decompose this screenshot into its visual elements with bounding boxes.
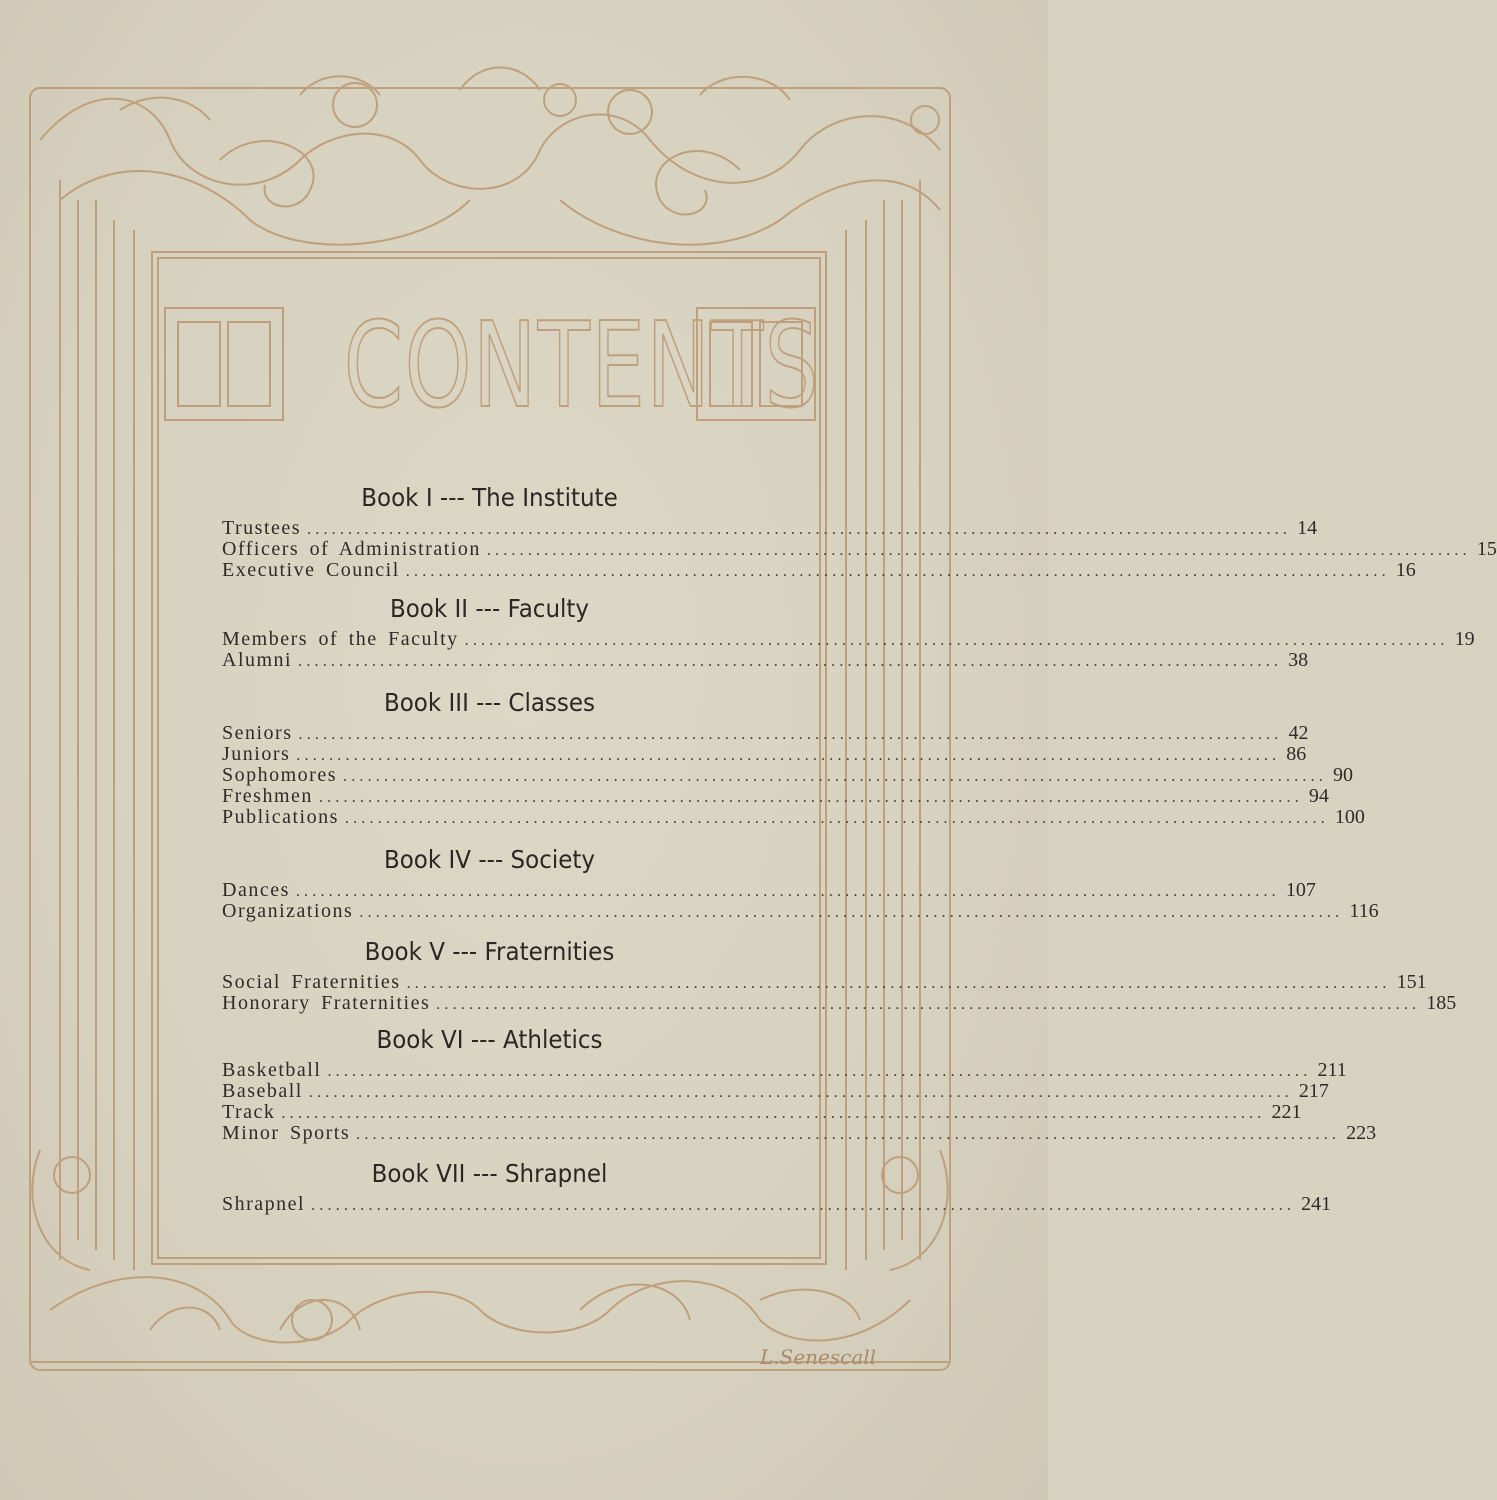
toc-entry	[222, 743, 1307, 765]
toc-entry	[222, 1101, 1302, 1123]
entry-label: Juniors	[222, 743, 291, 765]
entry-label: Social Fraternities	[222, 971, 401, 993]
entry-page-number: 90	[1333, 764, 1353, 786]
entry-page-number: 42	[1288, 722, 1309, 744]
entry-label: Track	[222, 1101, 276, 1123]
entry-page-number: 116	[1349, 900, 1379, 922]
entry-page-number: 94	[1308, 785, 1329, 807]
toc-entry	[222, 628, 1475, 650]
toc-entry	[222, 559, 1416, 581]
toc-entry	[222, 1080, 1329, 1102]
dot-leader: ........................................................................................................................	[307, 521, 1292, 538]
book-section	[222, 932, 1457, 1014]
entry-page-number: 217	[1298, 1080, 1329, 1102]
page-title: CONTENTS	[343, 296, 821, 434]
dot-leader: ........................................................................................................................	[298, 653, 1283, 670]
book-heading: Book I --- The Institute	[361, 483, 618, 512]
dot-leader: ........................................................................................................................	[308, 1084, 1293, 1101]
book-heading: Book VI --- Athletics	[376, 1025, 603, 1054]
book-section	[222, 1020, 1377, 1144]
entry-label: Freshmen	[222, 785, 313, 807]
entry-page-number: 100	[1334, 806, 1365, 828]
entry-label: Sophomores	[222, 764, 337, 786]
toc-entry	[222, 785, 1329, 807]
entry-page-number: 19	[1454, 628, 1475, 650]
entry-label: Seniors	[222, 722, 293, 744]
dot-leader: ........................................................................................................................	[359, 904, 1344, 921]
dot-leader: ........................................................................................................................	[318, 789, 1303, 806]
toc-entry	[222, 879, 1316, 901]
toc-entry	[222, 649, 1309, 671]
entry-page-number: 221	[1271, 1101, 1302, 1123]
dot-leader: ........................................................................................................................	[296, 747, 1281, 764]
entry-label: Dances	[222, 879, 290, 901]
toc-entry	[222, 1122, 1377, 1144]
dot-leader: ........................................................................................................................	[464, 632, 1449, 649]
entry-page-number: 38	[1288, 649, 1309, 671]
book-section	[222, 683, 1365, 828]
entry-page-number: 151	[1396, 971, 1427, 993]
entry-page-number: 15	[1476, 538, 1497, 560]
dot-leader: ........................................................................................................................	[298, 726, 1283, 743]
dot-leader: ........................................................................................................................	[327, 1063, 1312, 1080]
book-heading: Book VII --- Shrapnel	[371, 1159, 608, 1188]
book-section	[222, 478, 1497, 581]
entry-page-number: 241	[1301, 1193, 1332, 1215]
dot-leader: ........................................................................................................................	[344, 810, 1329, 827]
entry-label: Basketball	[222, 1059, 322, 1081]
toc-entry	[222, 538, 1497, 560]
entry-label: Minor Sports	[222, 1122, 351, 1144]
dot-leader: ........................................................................................................................	[311, 1197, 1296, 1214]
book-heading: Book V --- Fraternities	[364, 937, 615, 966]
dot-leader: ........................................................................................................................	[281, 1105, 1266, 1122]
book-section	[222, 840, 1379, 922]
entry-page-number: 211	[1317, 1059, 1347, 1081]
dot-leader: ........................................................................................................................	[295, 883, 1280, 900]
toc-entry	[222, 971, 1427, 993]
entry-label: Publications	[222, 806, 339, 828]
entry-page-number: 16	[1395, 559, 1416, 581]
book-section	[222, 1154, 1332, 1215]
table-of-contents	[222, 478, 1497, 1215]
toc-entry	[222, 806, 1365, 828]
entry-page-number: 223	[1346, 1122, 1377, 1144]
entry-page-number: 185	[1426, 992, 1457, 1014]
entry-label: Baseball	[222, 1080, 303, 1102]
dot-leader: ........................................................................................................................	[356, 1126, 1341, 1143]
toc-entry	[222, 1193, 1332, 1215]
toc-entry	[222, 1059, 1347, 1081]
toc-entry	[222, 992, 1457, 1014]
dot-leader: ........................................................................................................................	[343, 768, 1327, 785]
entry-label: Shrapnel	[222, 1193, 306, 1215]
entry-page-number: 107	[1285, 879, 1316, 901]
entry-label: Trustees	[222, 517, 302, 539]
toc-entry	[222, 764, 1353, 786]
entry-label: Honorary Fraternities	[222, 992, 431, 1014]
entry-page-number: 86	[1286, 743, 1307, 765]
book-heading: Book IV --- Society	[383, 845, 596, 874]
book-heading: Book III --- Classes	[383, 688, 596, 717]
book-heading: Book II --- Faculty	[389, 594, 590, 623]
toc-entry	[222, 517, 1318, 539]
entry-label: Officers of Administration	[222, 538, 481, 560]
dot-leader: ........................................................................................................................	[405, 563, 1390, 580]
entry-label: Executive Council	[222, 559, 400, 581]
toc-entry	[222, 722, 1309, 744]
toc-entry	[222, 900, 1379, 922]
entry-label: Alumni	[222, 649, 293, 671]
book-section	[222, 589, 1475, 671]
dot-leader: ........................................................................................................................	[436, 996, 1421, 1013]
artist-signature: L.Senescall	[760, 1345, 877, 1369]
dot-leader: ........................................................................................................................	[486, 542, 1471, 559]
entry-label: Organizations	[222, 900, 354, 922]
entry-page-number: 14	[1297, 517, 1318, 539]
dot-leader: ........................................................................................................................	[406, 975, 1391, 992]
entry-label: Members of the Faculty	[222, 628, 459, 650]
